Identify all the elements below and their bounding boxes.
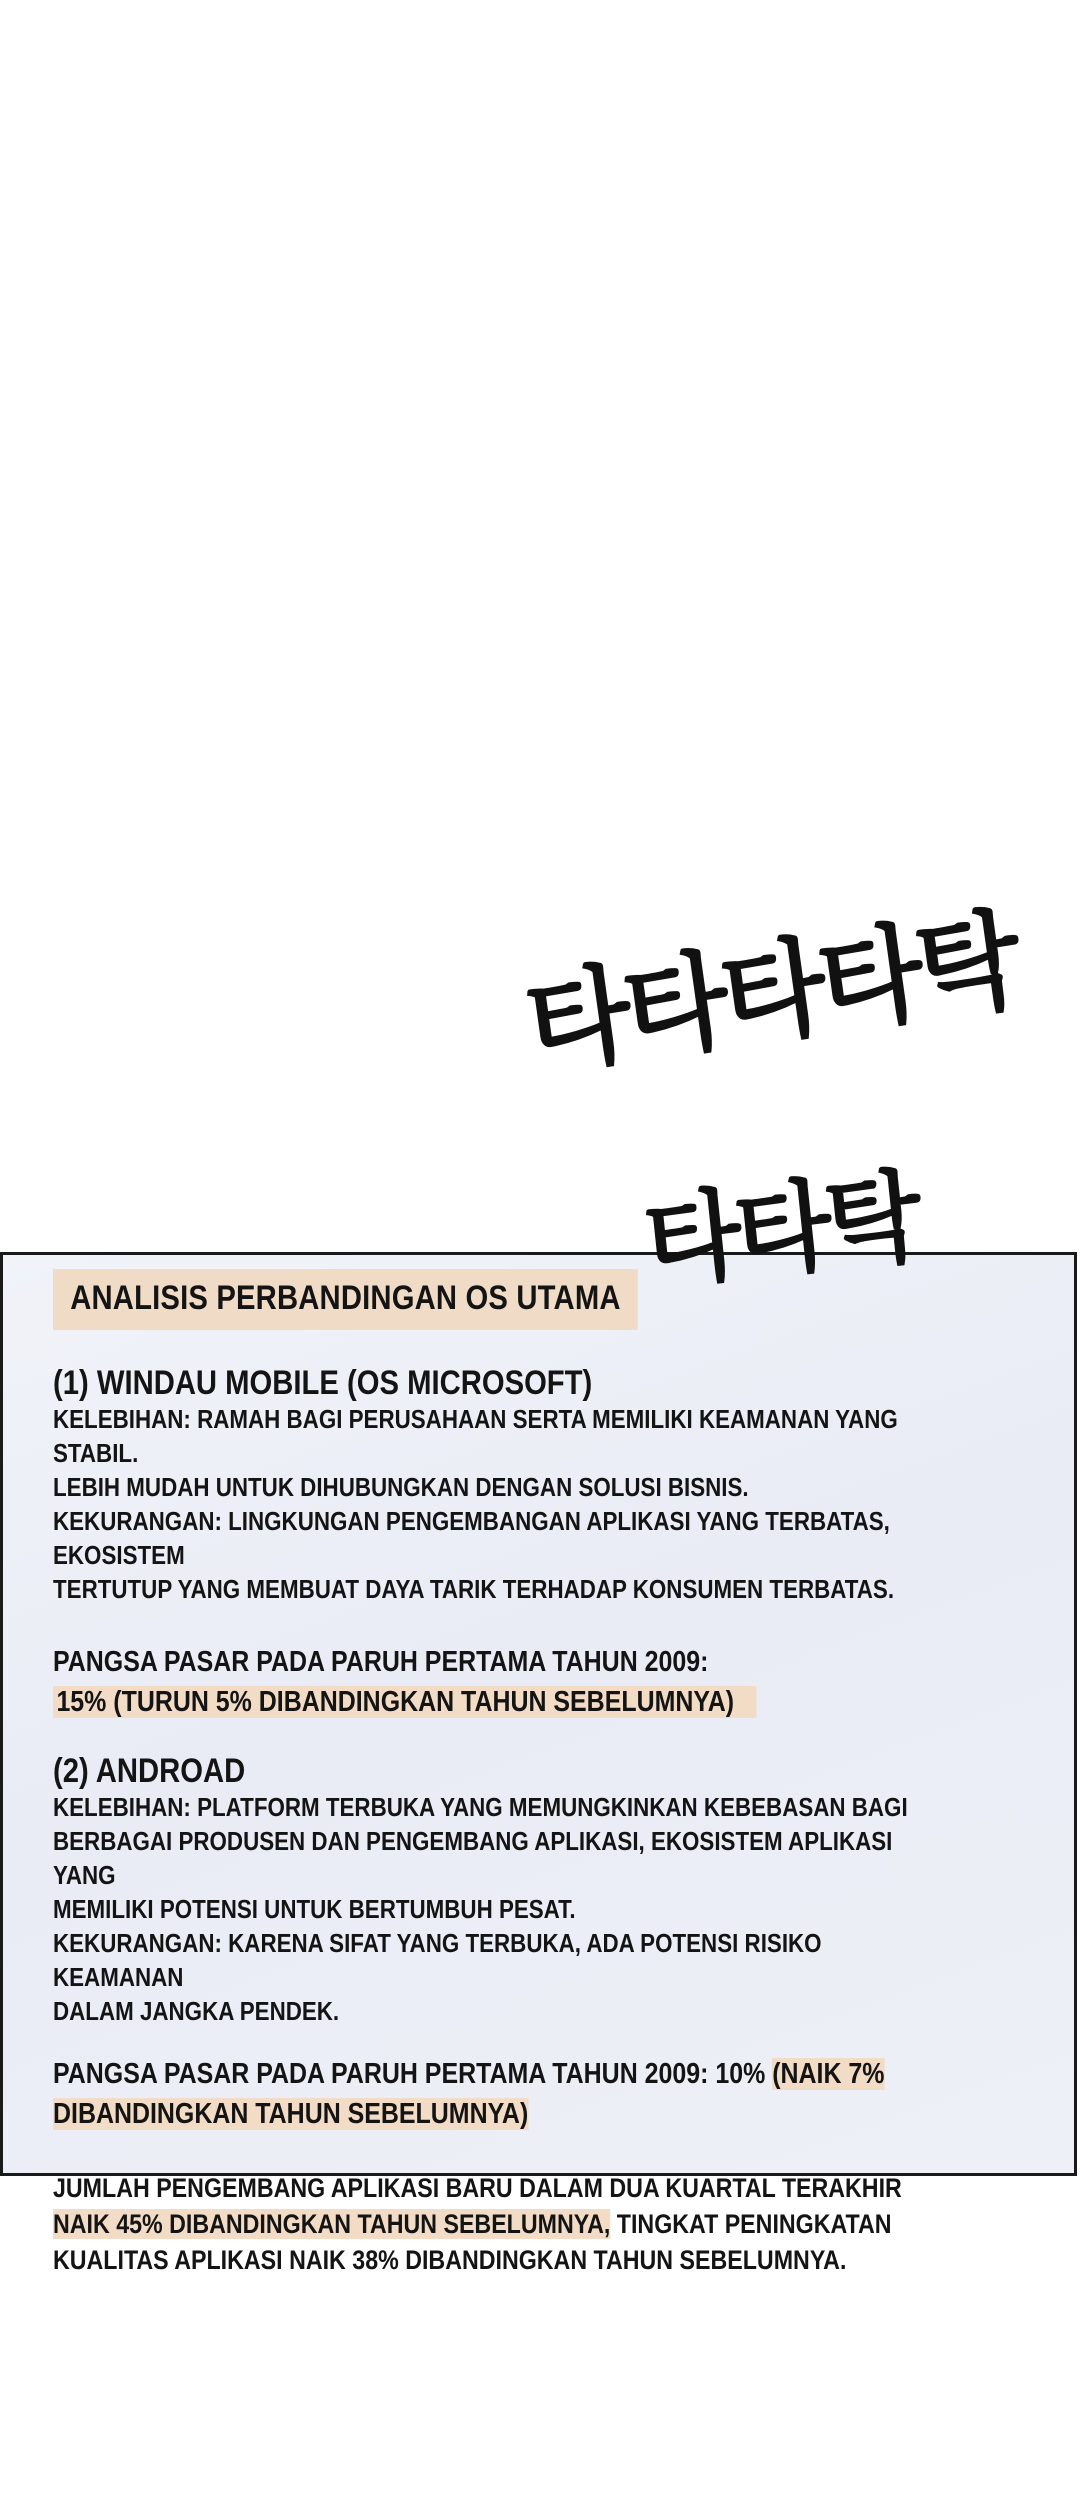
section-1-share-label: PANGSA PASAR PADA PARUH PERTAMA TAHUN 2009: — [53, 1646, 709, 1678]
section-2-share-highlight-1: (NAIK 7% — [772, 2058, 885, 2090]
summary-highlight: NAIK 45% DIBANDINGKAN TAHUN SEBELUMNYA, — [53, 2209, 611, 2239]
section-1-line: KELEBIHAN: RAMAH BAGI PERUSAHAAN SERTA MEMILIKI KEAMANAN YANG STABIL. — [53, 1404, 898, 1468]
section-2-line: KEKURANGAN: KARENA SIFAT YANG TERBUKA, ADA POTENSI RISIKO KEAMANAN — [53, 1928, 822, 1992]
panel-title: ANALISIS PERBANDINGAN OS UTAMA — [53, 1269, 638, 1330]
section-2-heading: (2) ANDROAD — [53, 1752, 246, 1790]
section-1-heading: (1) WINDAU MOBILE (OS MICROSOFT) — [53, 1364, 593, 1402]
summary-line-2-rest: TINGKAT PENINGKATAN — [610, 2209, 892, 2239]
section-1-body — [53, 1402, 922, 1606]
sound-effect-typing-2: 타타탁 — [639, 1157, 922, 1303]
section-2-line: BERBAGAI PRODUSEN DAN PENGEMBANG APLIKASI, EKOSISTEM APLIKASI YANG — [53, 1826, 893, 1890]
section-1-share-value: 15% (TURUN 5% DIBANDINGKAN TAHUN SEBELUMNYA) — [53, 1686, 756, 1718]
section-1-line: LEBIH MUDAH UNTUK DIHUBUNGKAN DENGAN SOLUSI BISNIS. — [53, 1472, 749, 1502]
summary-text — [53, 2170, 922, 2278]
summary-line-1: JUMLAH PENGEMBANG APLIKASI BARU DALAM DUA KUARTAL TERAKHIR — [53, 2173, 902, 2203]
section-2-market-share — [53, 2054, 922, 2134]
section-1-line: TERTUTUP YANG MEMBUAT DAYA TARIK TERHADAP KONSUMEN TERBATAS. — [53, 1574, 895, 1604]
section-1-market-share — [53, 1642, 922, 1722]
sound-effect-typing-1: 타타타타탁 — [518, 897, 1024, 1090]
section-1-line: KEKURANGAN: LINGKUNGAN PENGEMBANGAN APLIKASI YANG TERBATAS, EKOSISTEM — [53, 1506, 890, 1570]
panel-content — [53, 1269, 922, 2278]
section-2-line: KELEBIHAN: PLATFORM TERBUKA YANG MEMUNGKINKAN KEBEBASAN BAGI — [53, 1792, 908, 1822]
section-2-body — [53, 1790, 922, 2028]
section-2-share-label: PANGSA PASAR PADA PARUH PERTAMA TAHUN 2009: 10% — [53, 2058, 766, 2090]
section-2-share-highlight-2: DIBANDINGKAN TAHUN SEBELUMNYA) — [53, 2098, 529, 2130]
comparison-panel — [0, 1252, 1077, 2275]
section-2-line: DALAM JANGKA PENDEK. — [53, 1996, 340, 2026]
summary-line-3: KUALITAS APLIKASI NAIK 38% DIBANDINGKAN TAHUN SEBELUMNYA. — [53, 2245, 847, 2275]
section-2-line: MEMILIKI POTENSI UNTUK BERTUMBUH PESAT. — [53, 1894, 576, 1924]
